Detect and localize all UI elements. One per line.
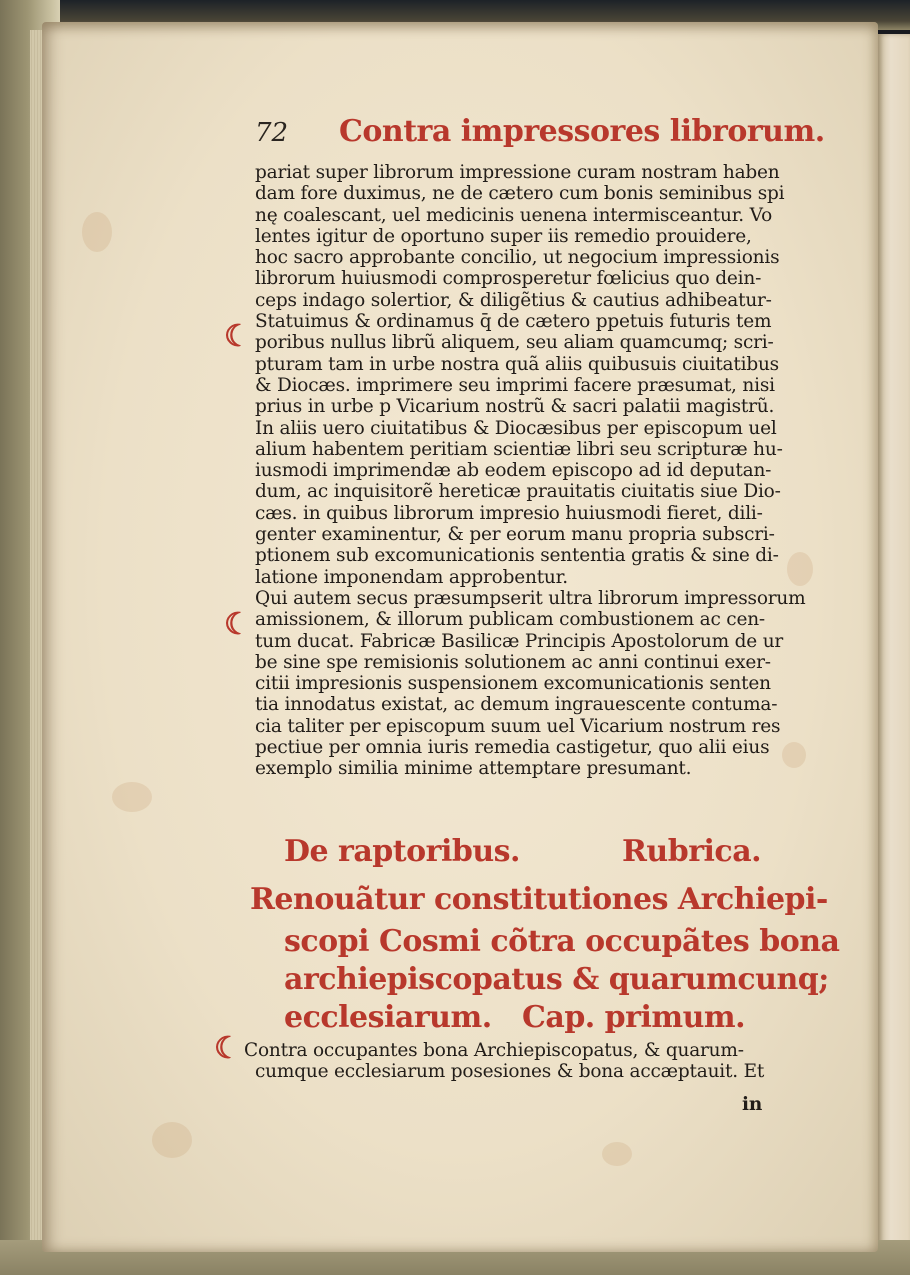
text-line: Contra occupantes bona Archiepiscopatus, & quarum- <box>244 1040 744 1061</box>
foxing-spot <box>112 782 152 812</box>
text-line: nę coalescant, uel medicinis uenena intermisceantur. Vo <box>255 204 773 226</box>
text-line: Statuimus & ordinamus q̄ de cætero ppetuis futuris tem <box>255 311 772 333</box>
text-line: genter examinentur, & per eorum manu propria subscri- <box>255 524 775 546</box>
paragraph-2 <box>255 311 783 588</box>
rubric-chapter: Cap. primum. <box>522 1000 746 1035</box>
rubric-heading-line: scopi Cosmi cõtra occupãtes bona <box>284 924 840 959</box>
text-line: lentes igitur de oportuno super iis remedio prouidere, <box>255 225 752 247</box>
text-line: hoc sacro approbante concilio, ut negocium impressionis <box>255 247 780 269</box>
text-line: & Diocæs. imprimere seu imprimi facere præsumat, nisi <box>255 374 775 396</box>
paragraph-4 <box>244 1040 769 1083</box>
page-header <box>255 110 825 160</box>
text-line: pariat super librorum impressione curam nostram haben <box>255 162 780 183</box>
catchword: in <box>742 1094 763 1115</box>
running-title: Contra impressores librorum. <box>339 114 825 149</box>
rubric-heading-line: Renouãtur constitutiones Archiepi- <box>250 882 828 917</box>
text-line: dam fore duximus, ne de cætero cum bonis seminibus spi <box>255 183 785 205</box>
text-line: ceps indago solertior, & diligẽtius & cautius adhibeatur- <box>255 289 772 311</box>
text-line: prius in urbe p Vicarium nostrũ & sacri palatii magistrũ. <box>255 396 775 418</box>
text-line: dum, ac inquisitorẽ hereticæ prauitatis ciuitatis siue Dio- <box>255 481 781 503</box>
foxing-spot <box>782 742 806 768</box>
text-line: cæs. in quibus librorum impresio huiusmodi fieret, dili- <box>255 502 763 524</box>
facing-page-edge <box>878 34 910 1249</box>
body-text <box>255 162 806 780</box>
text-line: alium habentem peritiam scientiæ libri seu scripturæ hu- <box>255 438 783 460</box>
text-line: citii impresionis suspensionem excomunicationis senten <box>255 673 771 695</box>
rubric-title-right: Rubrica. <box>622 834 762 869</box>
text-line: be sine spe remisionis solutionem ac anni continui exer- <box>255 651 771 673</box>
foxing-spot <box>152 1122 192 1158</box>
text-line: pturam tam in urbe nostra quã aliis quibusuis ciuitatibus <box>255 353 779 375</box>
text-line: cia taliter per episcopum suum uel Vicarium nostrum res <box>255 715 781 737</box>
text-line: ptionem sub excomunicationis sententia gratis & sine di- <box>255 545 779 567</box>
text-line: latione imponendam approbentur. <box>255 566 568 588</box>
foxing-spot <box>82 212 112 252</box>
text-line: amissionem, & illorum publicam combustionem ac cen- <box>255 609 765 631</box>
paragraph-3 <box>255 587 806 780</box>
text-line: cumque ecclesiarum posesiones & bona accæptauit. Et <box>255 1061 765 1083</box>
text-line: Qui autem secus præsumpserit ultra librorum impressorum <box>255 587 806 609</box>
paragraph-1 <box>255 162 785 311</box>
text-line: librorum huiusmodi comprosperetur fœlicius quo dein- <box>255 268 762 290</box>
text-line: exemplo similia minime attemptare presumant. <box>255 758 692 780</box>
pilcrow-mark: ☾ <box>224 319 251 354</box>
text-line: In aliis uero ciuitatibus & Diocæsibus per episcopum uel <box>255 417 777 439</box>
foxing-spot <box>787 552 813 586</box>
pilcrow-mark: ☾ <box>214 1031 241 1066</box>
rubric-heading-line: ecclesiarum. <box>284 1000 492 1035</box>
foxing-spot <box>602 1142 632 1166</box>
text-line: tum ducat. Fabricæ Basilicæ Principis Apostolorum de ur <box>255 630 784 652</box>
folio-number: 72 <box>255 118 289 148</box>
text-line: poribus nullus librũ aliquem, seu aliam quamcumq; scri- <box>255 332 774 354</box>
rubric-heading-line: archiepiscopatus & quarumcunq; <box>284 962 829 997</box>
text-line: tia innodatus existat, ac demum ingrauescente contuma- <box>255 694 778 716</box>
text-line: pectiue per omnia iuris remedia castigetur, quo alii eius <box>255 737 770 759</box>
rubric-title-left: De raptoribus. <box>284 834 520 869</box>
pilcrow-mark: ☾ <box>224 607 251 642</box>
text-line: iusmodi imprimendæ ab eodem episcopo ad id deputan- <box>255 460 772 482</box>
